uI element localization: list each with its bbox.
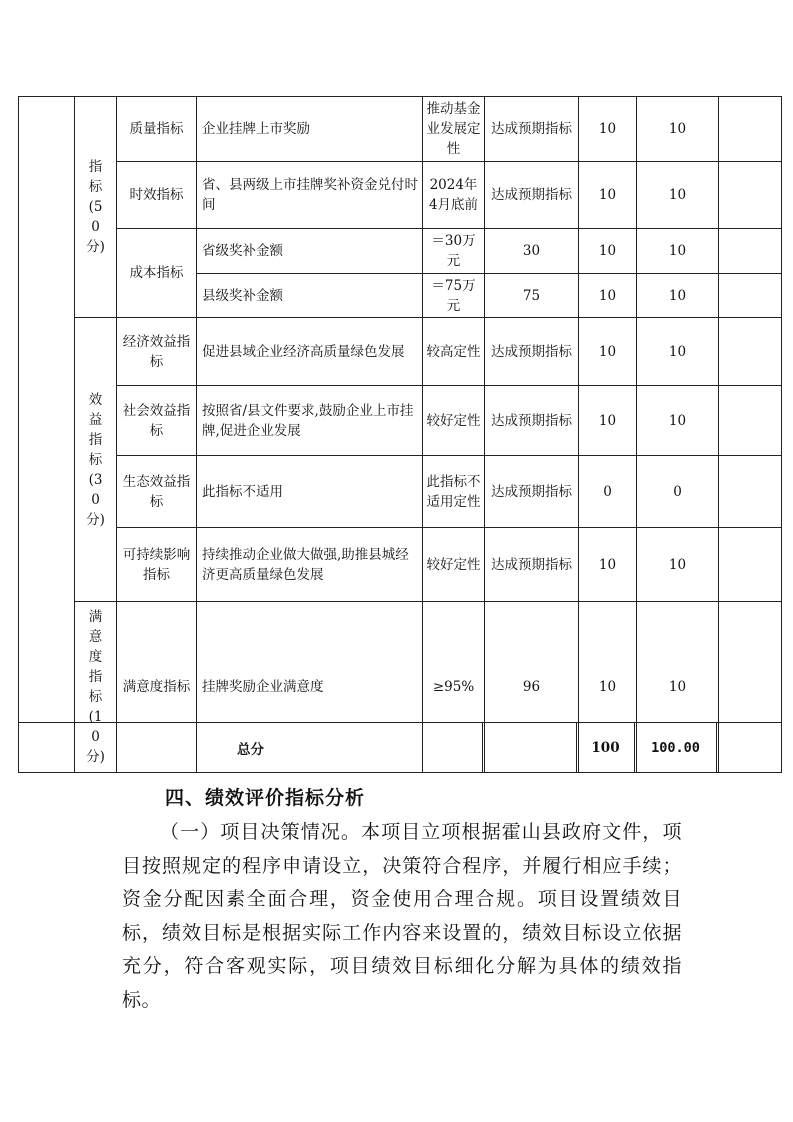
score-cell: 0 xyxy=(637,456,719,528)
indicator-content-cell: 县级奖补金额 xyxy=(197,273,423,318)
target-value-cell: ＝30万元 xyxy=(423,229,485,274)
weight-cell: 10 xyxy=(579,97,637,162)
level3-indicator-cell: 生态效益指标 xyxy=(117,456,197,528)
total-weight: 100 xyxy=(577,723,635,773)
actual-value-cell: 达成预期指标 xyxy=(485,528,579,602)
level2-indicator-label: 满意度指标(10分) xyxy=(75,602,117,773)
target-value-cell: 推动基金业发展定性 xyxy=(423,97,485,162)
actual-value-cell: 96 xyxy=(485,602,579,773)
note-cell xyxy=(719,318,782,386)
score-cell: 10 xyxy=(637,602,719,773)
total-row xyxy=(18,722,782,773)
score-cell: 10 xyxy=(637,318,719,386)
target-value-cell: ≥95% xyxy=(423,602,485,773)
weight-cell: 0 xyxy=(579,456,637,528)
actual-value-cell: 达成预期指标 xyxy=(485,456,579,528)
weight-cell: 10 xyxy=(579,602,637,773)
total-label: 总分 xyxy=(19,723,483,773)
total-note-cell xyxy=(717,723,782,773)
level3-indicator-cell: 成本指标 xyxy=(117,229,197,318)
note-cell xyxy=(719,456,782,528)
note-cell xyxy=(719,386,782,456)
indicator-content-cell: 挂牌奖励企业满意度 xyxy=(197,602,423,773)
score-cell: 10 xyxy=(637,528,719,602)
indicator-content-cell: 企业挂牌上市奖励 xyxy=(197,97,423,162)
level3-indicator-cell: 经济效益指标 xyxy=(117,318,197,386)
note-cell xyxy=(719,528,782,602)
actual-value-cell: 30 xyxy=(485,229,579,274)
table-row xyxy=(19,456,782,528)
actual-value-cell: 达成预期指标 xyxy=(485,318,579,386)
score-cell: 10 xyxy=(637,229,719,274)
table-row xyxy=(19,229,782,274)
actual-value-cell: 75 xyxy=(485,273,579,318)
performance-indicator-table xyxy=(18,96,782,773)
level3-indicator-cell: 时效指标 xyxy=(117,161,197,229)
indicator-content-cell: 促进县域企业经济高质量绿色发展 xyxy=(197,318,423,386)
score-cell: 10 xyxy=(637,273,719,318)
indicator-content-cell: 持续推动企业做大做强,助推县城经济更高质量绿色发展 xyxy=(197,528,423,602)
score-cell: 10 xyxy=(637,97,719,162)
indicator-content-cell: 按照省/县文件要求,鼓励企业上市挂牌,促进企业发展 xyxy=(197,386,423,456)
total-empty-cell xyxy=(483,723,577,773)
table-row xyxy=(19,528,782,602)
actual-value-cell: 达成预期指标 xyxy=(485,161,579,229)
indicator-content-cell: 省、县两级上市挂牌奖补资金兑付时间 xyxy=(197,161,423,229)
level2-indicator-label: 指标(50分) xyxy=(75,97,117,318)
target-value-cell: 较好定性 xyxy=(423,386,485,456)
section-heading: 四、绩效评价指标分析 xyxy=(165,787,366,809)
weight-cell: 10 xyxy=(579,273,637,318)
table-row xyxy=(19,318,782,386)
weight-cell: 10 xyxy=(579,229,637,274)
level1-indicator-cell xyxy=(19,97,75,773)
target-value-cell: 较高定性 xyxy=(423,318,485,386)
actual-value-cell: 达成预期指标 xyxy=(485,97,579,162)
level3-indicator-cell: 社会效益指标 xyxy=(117,386,197,456)
table-row xyxy=(19,161,782,229)
weight-cell: 10 xyxy=(579,528,637,602)
score-cell: 10 xyxy=(637,386,719,456)
target-value-cell: 此指标不适用定性 xyxy=(423,456,485,528)
score-cell: 10 xyxy=(637,161,719,229)
note-cell xyxy=(719,273,782,318)
table-row xyxy=(19,386,782,456)
weight-cell: 10 xyxy=(579,318,637,386)
level3-indicator-cell: 质量指标 xyxy=(117,97,197,162)
level3-indicator-cell: 满意度指标 xyxy=(117,602,197,773)
indicator-content-cell: 此指标不适用 xyxy=(197,456,423,528)
indicator-content-cell: 省级奖补金额 xyxy=(197,229,423,274)
note-cell xyxy=(719,229,782,274)
note-cell xyxy=(719,161,782,229)
weight-cell: 10 xyxy=(579,161,637,229)
target-value-cell: ＝75万元 xyxy=(423,273,485,318)
actual-value-cell: 达成预期指标 xyxy=(485,386,579,456)
level3-indicator-cell: 可持续影响指标 xyxy=(117,528,197,602)
body-paragraph: （一）项目决策情况。本项目立项根据霍山县政府文件，项目按照规定的程序申请设立，决策符合程序，并履行相应手续；资金分配因素全面合理，资金使用合理合规。项目设置绩效目标，绩效目标是根据实际工作内容来设置的，绩效目标设立依据充分，符合客观实际，项目绩效目标细化分解为具体的绩效指标。 xyxy=(122,821,682,1011)
total-score: 100.00 xyxy=(635,723,717,773)
level2-indicator-label: 效益指标(30分) xyxy=(75,318,117,602)
weight-cell: 10 xyxy=(579,386,637,456)
target-value-cell: 2024年4月底前 xyxy=(423,161,485,229)
table-row xyxy=(19,97,782,162)
note-cell xyxy=(719,97,782,162)
target-value-cell: 较好定性 xyxy=(423,528,485,602)
